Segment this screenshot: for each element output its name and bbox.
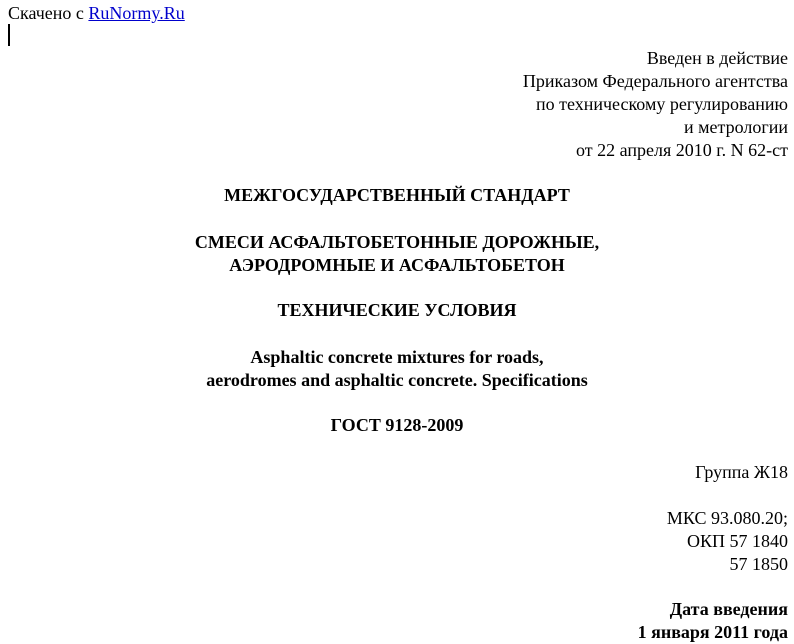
enactment-line: и метрологии	[684, 117, 788, 137]
runormy-link[interactable]: RuNormy.Ru	[88, 3, 185, 23]
source-prefix: Скачено с	[8, 3, 89, 23]
source-line	[8, 2, 185, 25]
group-block	[695, 461, 788, 484]
introduction-date: 1 января 2011 года	[637, 622, 788, 642]
title-en-line: Asphaltic concrete mixtures for roads,	[250, 347, 544, 367]
standard-code	[0, 414, 794, 437]
enactment-line: от 22 апреля 2010 г. N 62-ст	[576, 140, 788, 160]
enactment-block	[523, 47, 788, 162]
standard-type	[0, 184, 794, 207]
title-ru-line: СМЕСИ АСФАЛЬТОБЕТОННЫЕ ДОРОЖНЫЕ,	[194, 232, 600, 252]
standard-title-en	[0, 346, 794, 392]
classification-code: ОКП 57 1840	[686, 531, 788, 551]
title-en-line: aerodromes and asphaltic concrete. Specifications	[206, 370, 588, 390]
standard-title-ru	[0, 231, 794, 277]
introduction-label: Дата введения	[669, 599, 788, 619]
enactment-line: по техническому регулированию	[535, 94, 788, 114]
enactment-line: Введен в действие	[646, 48, 788, 68]
standard-type-text: МЕЖГОСУДАРСТВЕННЫЙ СТАНДАРТ	[224, 185, 570, 205]
introduction-block	[638, 598, 788, 644]
standard-subtitle	[0, 299, 794, 322]
classification-code: 57 1850	[729, 554, 788, 574]
standard-code-text: ГОСТ 9128-2009	[330, 415, 464, 435]
subtitle-text: ТЕХНИЧЕСКИЕ УСЛОВИЯ	[277, 300, 517, 320]
classification-code: МКС 93.080.20;	[666, 508, 788, 528]
title-ru-line: АЭРОДРОМНЫЕ И АСФАЛЬТОБЕТОН	[229, 255, 565, 275]
enactment-line: Приказом Федерального агентства	[522, 71, 788, 91]
group-text: Группа Ж18	[695, 462, 788, 482]
text-cursor	[8, 24, 10, 46]
codes-block	[667, 507, 788, 576]
